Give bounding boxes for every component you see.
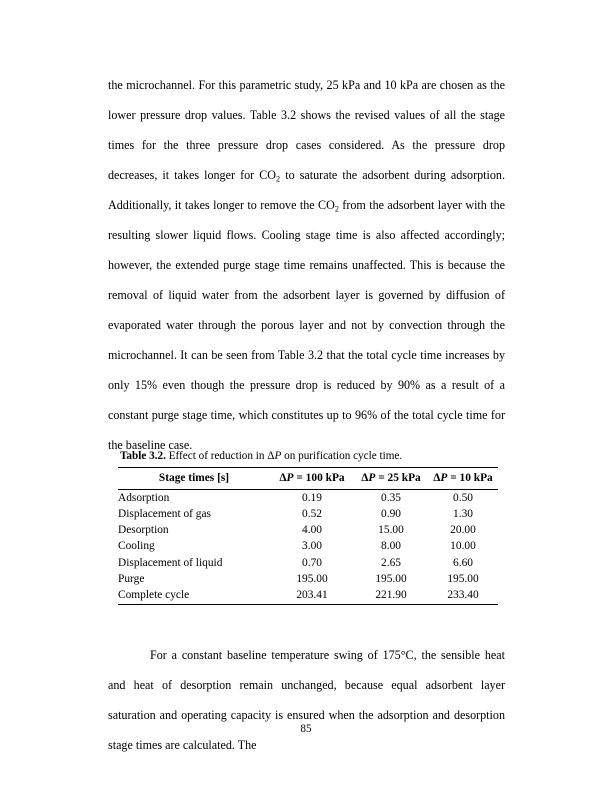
row-label: Complete cycle [118,589,190,602]
table-caption-label: Table 3.2. [120,450,166,462]
cell-value: 0.35 [354,490,428,507]
page-number: 85 [300,723,312,735]
cell-value: 10.00 [450,540,476,553]
cell-value: 0.50 [428,490,498,507]
paragraph-segment: to saturate the adsorbent during adsorption. Additionally, it takes longer to remove the CO [108,168,505,212]
cell-value: 195.00 [447,573,479,585]
row-label: Cooling [118,540,155,553]
table-row [118,539,498,555]
table-row [118,571,498,587]
table-footer-rule [118,604,498,607]
cell-value: 195.00 [296,573,328,585]
body-paragraph-bottom-container [108,640,505,760]
cell-value: 3.00 [302,540,322,553]
cell-value: 0.19 [270,490,354,507]
table-row [118,523,498,539]
cell-value: 233.40 [447,589,479,602]
table-header-row [118,468,498,490]
table-3-2-block [118,449,498,607]
cell-value: 15.00 [378,524,404,537]
cell-value: 195.00 [375,573,407,585]
cell-value: 0.90 [381,507,401,520]
column-header-dp-25kpa: ΔP = 25 kPa [354,468,428,490]
rule-cell [118,604,270,607]
table-row [118,588,498,605]
subscript-co2-second: 2 [334,204,339,214]
paragraph-segment: the microchannel. For this parametric study, 25 kPa and 10 kPa are chosen as the lower pressure drop values. Table 3.2 shows the revised values of all the stage times for the three pressure drop cases considered. As the pressure drop decreases, it takes longer for CO [108,78,505,182]
column-header-dp-100kpa: ΔP = 100 kPa [270,468,354,490]
cell-value: 6.60 [453,556,473,569]
table-caption [120,449,498,464]
column-header-dp-10kpa: ΔP = 10 kPa [428,468,498,490]
table-header [118,468,498,490]
row-label: Adsorption [118,490,270,507]
rule-cell [354,604,428,607]
table-body [118,490,498,605]
cell-value: 4.00 [302,524,322,537]
table-row [118,555,498,571]
cell-value: 221.90 [375,589,407,602]
table-caption-text: Effect of reduction in ΔP on purification cycle time. [165,450,403,462]
cell-value: 8.00 [381,540,401,553]
cell-value: 1.30 [453,507,473,520]
cell-value: 0.52 [302,507,322,520]
paragraph-segment: from the adsorbent layer with the resulting slower liquid flows. Cooling stage time is also affected accordingly; however, the extended purge stage time remains unaffected. This is because the removal of liquid water from the adsorbent layer is governed by diffusion of evaporated water through the porous layer and not by convection through the microchannel. It can be seen from Table 3.2 that the total cycle time increases by only 15% even though the pressure drop is reduced by 90% as a result of a constant purge stage time, which constitutes up to 96% of the total cycle time for the baseline case. [108,198,505,452]
table-bottom-rule-row [118,604,498,607]
subscript-co2-first: 2 [276,174,281,184]
cell-value: 2.65 [381,556,401,569]
body-paragraph-bottom: For a constant baseline temperature swing of 175°C, the sensible heat and heat of desorption remain unchanged, because equal adsorbent layer saturation and operating capacity is ensured when the adsorption and desorption stage times are calculated. The [108,648,505,752]
rule-cell [428,604,498,607]
table-row [118,506,498,522]
row-label: Purge [118,573,145,585]
row-label: Desorption [118,524,169,537]
table-row [118,490,498,507]
body-paragraph-top [108,70,505,460]
cell-value: 203.41 [296,589,328,602]
rule-cell [270,604,354,607]
column-header-stage-times: Stage times [s] [118,468,270,490]
row-label: Displacement of gas [118,507,211,520]
body-paragraph-top-container [108,70,505,460]
row-label: Displacement of liquid [118,556,223,569]
table-3-2 [118,467,498,607]
cell-value: 0.70 [302,556,322,569]
cell-value: 20.00 [450,524,476,537]
